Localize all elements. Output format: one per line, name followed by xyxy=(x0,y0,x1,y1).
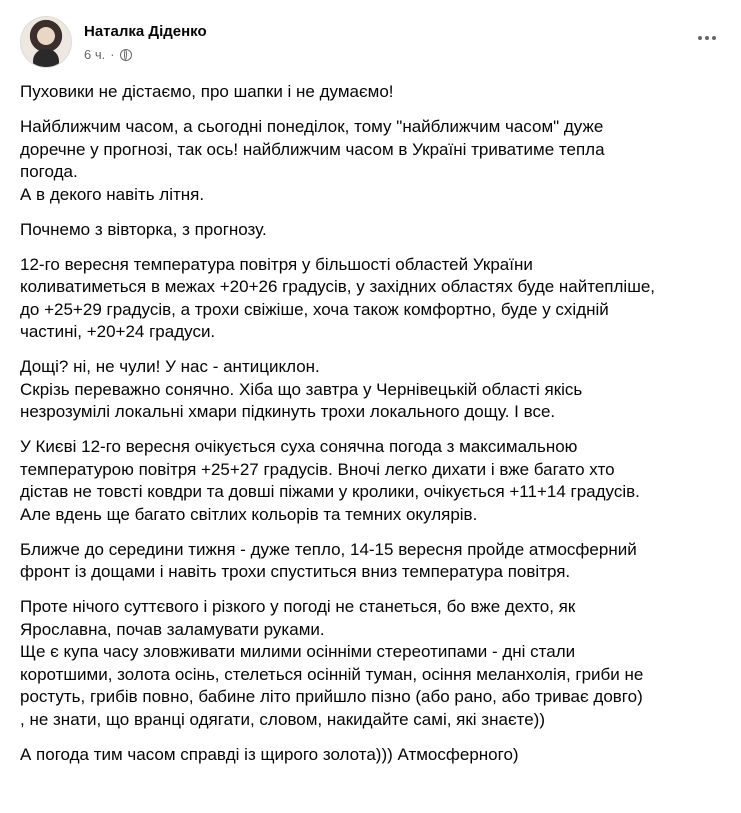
post-subline xyxy=(84,47,207,62)
post-time[interactable]: 6 ч. xyxy=(84,47,106,62)
dot-icon xyxy=(705,36,709,40)
avatar[interactable] xyxy=(20,16,72,68)
post-paragraph: Почнемо з вівторка, з прогнозу. xyxy=(20,219,267,239)
post-header xyxy=(20,16,207,68)
post-paragraph: Пуховики не дістаємо, про шапки і не думаємо! xyxy=(20,82,394,101)
post-paragraph: Ближче до середини тижня - дуже тепло, 14-15 вересня пройде атмосферний фронт із дощами і навіть трохи спуститься вниз температура повітря. xyxy=(20,539,637,581)
post-body xyxy=(20,81,720,779)
post-paragraph: Дощі? ні, не чули! У нас - антициклон. Скрізь переважно сонячно. Хіба що завтра у Чернівецькій області якісь незрозумілі локальні хмари підкинуть трохи локального дощу. І все. xyxy=(20,357,583,421)
post-meta xyxy=(84,22,207,62)
post-paragraph: А погода тим часом справді із щирого золота))) Атмосферного) xyxy=(20,744,519,764)
post-paragraph: Проте нічого суттєвого і різкого у погоді не станеться, бо вже дехто, як Ярославна, почав заламувати руками. Ще є купа часу зловживати милими осінніми стереотипами - дні стали коротшими, золота осінь, стелеться осінній туман, осіння меланхолія, гриби не ростуть, грибів повно, бабине літо прийшло пізно (або рано, або триває довго) , не знати, що вранці одягати, словом, накидайте самі, які знаєте)) xyxy=(20,597,644,729)
post-paragraph: 12-го вересня температура повітря у більшості областей України коливатиметься в межах +20+26 градусів, у західних областях буде найтепліше, до +25+29 градусів, а трохи свіжіше, хоча також комфортно, буде у східній частині, +20+24 градуси. xyxy=(20,254,656,341)
more-horizontal-icon[interactable] xyxy=(693,28,721,48)
post-paragraph: У Києві 12-го вересня очікується суха сонячна погода з максимальною температурою повітря +25+27 градусів. Вночі легко дихати і вже багато хто дістав не товсті ковдри та довші піжами у кролики, очікується +11+14 градусів. Але вдень ще багато світлих кольорів та темних окулярів. xyxy=(20,437,640,524)
dot-icon xyxy=(712,36,716,40)
separator-dot: · xyxy=(110,47,115,62)
dot-icon xyxy=(698,36,702,40)
author-name[interactable]: Наталка Діденко xyxy=(84,23,207,40)
globe-icon[interactable] xyxy=(120,49,132,61)
post-paragraph: Найближчим часом, а сьогодні понеділок, тому "найближчим часом" дуже доречне у прогнозі, так ось! найближчим часом в Україні триватиме тепла погода. А в декого навіть літня. xyxy=(20,117,605,204)
